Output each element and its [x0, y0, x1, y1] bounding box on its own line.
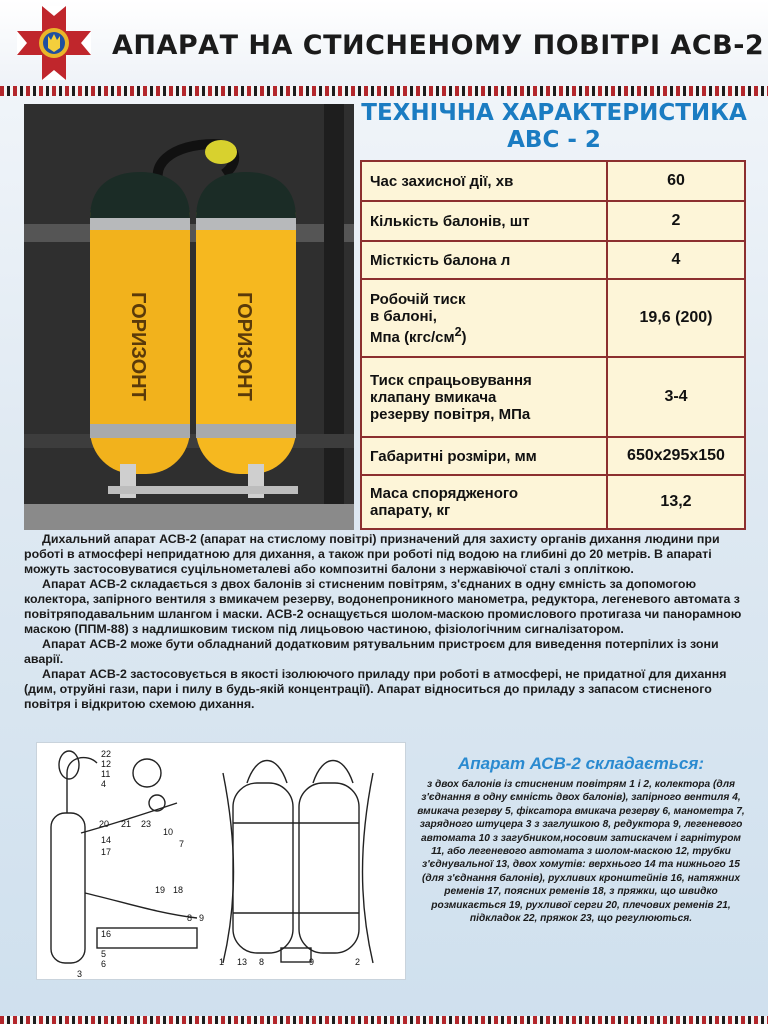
specs-title-line2: АВС - 2 — [507, 127, 601, 153]
diagram-label-22: 22 — [101, 749, 112, 759]
description-paragraph: Апарат АСВ-2 застосовується в якості ізолюючого приладу при роботі в атмосфері, не придатної для дихання (дим, отруйні гази, пари і пилу в будь-якій концентрації). Апарат відноситься до приладу з запасом стисненого повітря і відкритою схемою дихання. — [24, 667, 727, 711]
description-paragraph: Апарат АСВ-2 складається з двох балонів зі стисненим повітрям, з'єднаних в одну ємність за допомогою колектора, запірного вентиля з вмикачем резерву, водонепроникного манометра, редуктора, легеневого автомата з повітряподавальним шлангом і маски. АСВ-2 оснащується шолом-маскою промислового протигаза чи панорамною маскою (ППМ-88) з надлишковим тиском під лицьовою частиною, фізіологічним сигналізатором. — [24, 577, 742, 636]
spec-label — [361, 279, 607, 357]
diagram-label-13: 13 — [237, 957, 248, 967]
spec-label: Час захисної дії, хв — [361, 161, 607, 201]
spec-label — [361, 475, 607, 529]
composition-block — [414, 754, 748, 925]
apparatus-photo — [24, 104, 354, 530]
diagram-label-20: 20 — [99, 819, 110, 829]
spec-value: 2 — [607, 201, 745, 241]
header — [0, 0, 768, 88]
specs-title — [354, 100, 754, 154]
diagram-label-9: 9 — [199, 913, 205, 923]
table-row — [361, 437, 745, 475]
diagram-label-14: 14 — [101, 835, 112, 845]
description-paragraph: Дихальний апарат АСВ-2 (апарат на стислому повітрі) призначений для захисту органів дихання людини при роботі в атмосфері непридатною для дихання, а також при роботі під водою на глибині до 20 метрів. В апараті можуть застосовуватися суцільнометалеві або композитні балони з нержавіючої сталі з опліткою. — [24, 532, 720, 576]
table-row — [361, 357, 745, 437]
diagram-label-11: 11 — [101, 769, 111, 779]
diagram-label-12: 12 — [101, 759, 112, 769]
spec-label-line: Маса спорядженого — [370, 485, 519, 502]
armed-forces-emblem-icon — [14, 6, 94, 80]
spec-label: Кількість балонів, шт — [361, 201, 607, 241]
table-row — [361, 161, 745, 201]
spec-label-line — [370, 325, 598, 346]
brand-label-right: ГОРИЗОНТ — [233, 292, 255, 401]
diagram-label-1: 1 — [219, 957, 225, 967]
diagram-label-19: 19 — [155, 885, 166, 895]
diagram-label-8b: 8 — [259, 957, 265, 967]
table-row — [361, 475, 745, 529]
diagram-label-18: 18 — [173, 885, 184, 895]
apparatus-photo-illustration — [24, 104, 354, 530]
spec-value: 60 — [607, 161, 745, 201]
spec-label-line: резерву повітря, МПа — [370, 405, 531, 423]
ornament-border-bottom — [0, 1016, 768, 1024]
page-title: АПАРАТ НА СТИСНЕНОМУ ПОВІТРІ АСВ-2 — [112, 30, 765, 61]
spec-value: 650х295х150 — [607, 437, 745, 475]
specs-table — [360, 160, 746, 530]
diagram-label-4: 4 — [101, 779, 107, 789]
composition-text: з двох балонів із стисненим повітрям 1 і 2, колектора (для з'єднання в одну ємність двох балонів), запірного вентиля 4, вмикача резерву 5, фіксатора вмикача резерву 6, манометра 7, зарядного штуцера 3 з заглушкою 8, редуктора 9, легеневого автомата 10 з загубником,носовим затискачем і гарнітуром 11, або легеневого автомата з шолом-маскою 12, трубки з'єднувальної 13, двох хомутів: верхнього 14 та нижнього 15 (для з'єднання балонів), рухливих кронштейнів 16, натяжних ременів 17, поясних ременів 18, з пряжки, що швидко розмикається 19, рухливої серги 20, плечових ременів 21, підкладок 22, пряжок 23, що регулюються. — [417, 779, 745, 925]
diagram-label-17: 17 — [101, 847, 112, 857]
specs-title-line1: ТЕХНІЧНА ХАРАКТЕРИСТИКА — [361, 100, 747, 126]
table-row — [361, 241, 745, 279]
diagram-label-10: 10 — [163, 827, 174, 837]
diagram-label-3: 3 — [77, 969, 83, 979]
spec-label-line: в балоні, — [370, 307, 437, 325]
spec-label-line: клапану вмикача — [370, 388, 497, 406]
description — [24, 532, 746, 712]
diagram-label-2: 2 — [355, 957, 361, 967]
table-row — [361, 201, 745, 241]
spec-value: 19,6 (200) — [607, 279, 745, 357]
ornament-border-top — [0, 86, 768, 96]
spec-label: Габаритні розміри, мм — [361, 437, 607, 475]
spec-label: Місткість балона л — [361, 241, 607, 279]
diagram-label-21: 21 — [121, 819, 132, 829]
spec-label — [361, 357, 607, 437]
spec-label-end: ) — [461, 328, 467, 346]
spec-label-sup: 2 — [454, 324, 462, 339]
table-row — [361, 279, 745, 357]
diagram-label-16: 16 — [101, 929, 112, 939]
composition-title: Апарат АСВ-2 складається: — [457, 754, 704, 773]
brand-label-left: ГОРИЗОНТ — [127, 292, 149, 401]
schematic-drawing — [37, 743, 407, 981]
spec-label-line: Робочій тиск — [370, 290, 466, 308]
description-paragraph: Апарат АСВ-2 може бути обладнаний додатковим рятувальним пристроєм для виведення потерпілих із зони аварії. — [24, 637, 719, 666]
spec-value: 4 — [607, 241, 745, 279]
spec-value: 13,2 — [607, 475, 745, 529]
schematic-diagram — [36, 742, 406, 980]
spec-label-line: апарату, кг — [370, 502, 451, 519]
diagram-label-8: 8 — [187, 913, 193, 923]
diagram-label-6: 6 — [101, 959, 107, 969]
diagram-label-9b: 9 — [309, 957, 315, 967]
spec-label-unit: Мпа (кгс/см — [370, 328, 455, 346]
diagram-label-7: 7 — [179, 839, 185, 849]
spec-label-line: Тиск спрацьовування — [370, 371, 532, 389]
spec-value: 3-4 — [607, 357, 745, 437]
diagram-label-5: 5 — [101, 949, 107, 959]
diagram-label-23: 23 — [141, 819, 152, 829]
